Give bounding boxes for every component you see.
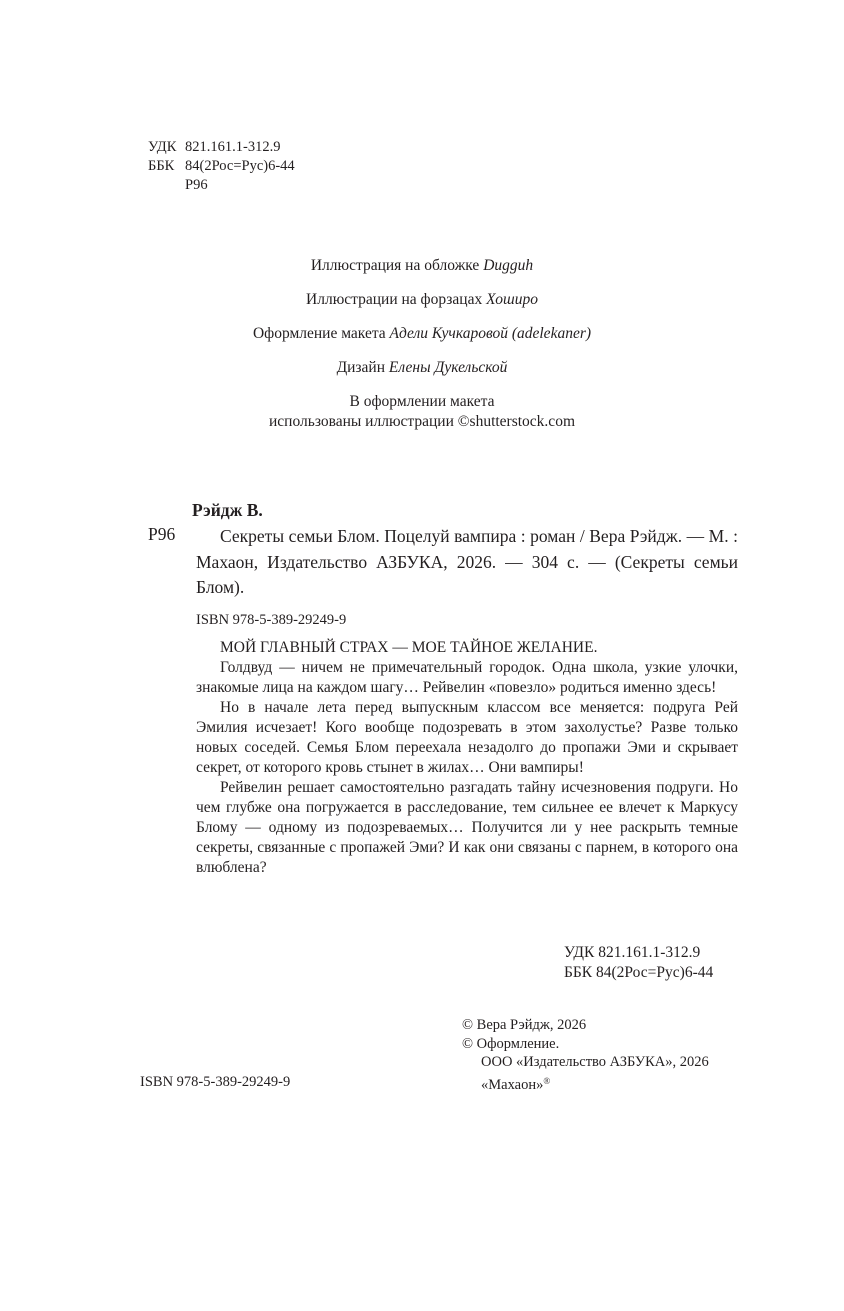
udk-bottom: УДК 821.161.1-312.9 [564,944,701,961]
credit-endpapers-name: Хоширо [486,291,538,308]
bbk-label: ББК [148,158,175,174]
credit-design [0,358,844,378]
classification-top [148,138,295,195]
annotation-paragraph: Рейвелин решает самостоятельно разгадать тайну исчезновения подруги. Но чем глубже она погружается в расследование, тем сильнее ее влечет к Маркусу Блому — одному из подозреваемых… Получится ли у нее раскрыть темные секреты, связанные с пропажей Эми? И как они связаны с парнем, в которого она влюблена? [196,779,738,876]
registered-mark-icon: ® [543,1075,551,1086]
annotation-paragraph: Голдвуд — ничем не примечательный городок. Одна школа, узкие улочки, знакомые лица на каждом шагу… Рейвелин «повезло» родиться именно здесь! [196,659,738,696]
annotation-paragraph: Но в начале лета перед выпускным классом все меняется: подруга Рей Эмилия исчезает! Кого вообще подозревать в этом захолустье? Разве только новых соседей. Семья Блом переехала незадолго до пропажи Эми и скрывает секрет, от которого кровь стынет в жилах… Они вампиры! [196,699,738,776]
credit-cover [0,256,844,276]
bbk-bottom: ББК 84(2Рос=Рус)6-44 [564,964,714,981]
record-description: Секреты семьи Блом. Поцелуй вампира : роман / Вера Рэйдж. — М. : Махаон, Издательство АЗБУКА, 2026. — 304 с. — (Секреты семьи Блом). [196,526,738,597]
copyright-design: © Оформление. [462,1035,560,1052]
credit-cover-label: Иллюстрация на обложке [310,257,484,274]
annotation-tagline: МОЙ ГЛАВНЫЙ СТРАХ — МОЕ ТАЙНОЕ ЖЕЛАНИЕ. [220,639,598,656]
record-author-mark: Р96 [148,524,176,544]
author-mark-row [148,176,295,195]
copyright-block [462,1016,709,1094]
udk-label: УДК [148,139,177,155]
credit-layout-label: Оформление макета [252,325,390,342]
footer-isbn: ISBN 978-5-389-29249-9 [140,1074,291,1090]
annotation [196,638,738,878]
credit-layout-name: Адели Кучкаровой (adelekaner) [389,325,592,342]
copyright-publisher: ООО «Издательство АЗБУКА», 2026 [481,1054,709,1070]
credit-stock-line2: использованы иллюстрации ©shutterstock.com [269,413,575,430]
imprint-name: «Махаон» [481,1076,544,1093]
bbk-row [148,157,295,176]
copyright-imprint [462,1072,709,1095]
author-mark: Р96 [185,177,208,193]
bbk-value: 84(2Рос=Рус)6-44 [185,158,295,174]
credit-design-name: Елены Дукельской [388,359,508,376]
record-isbn: ISBN 978-5-389-29249-9 [196,612,347,628]
credit-layout [0,324,844,344]
udk-row [148,138,295,157]
credit-endpapers-label: Иллюстрации на форзацах [306,291,487,308]
credits-block [0,256,844,432]
record-author: Рэйдж В. [192,500,263,520]
credit-stock-line1: В оформлении макета [349,393,495,410]
credit-design-label: Дизайн [336,359,389,376]
credit-cover-name: Dugguh [483,257,534,274]
classification-bottom [564,943,713,983]
credit-endpapers [0,290,844,310]
copyright-author: © Вера Рэйдж, 2026 [462,1017,587,1033]
udk-value: 821.161.1-312.9 [185,139,281,155]
